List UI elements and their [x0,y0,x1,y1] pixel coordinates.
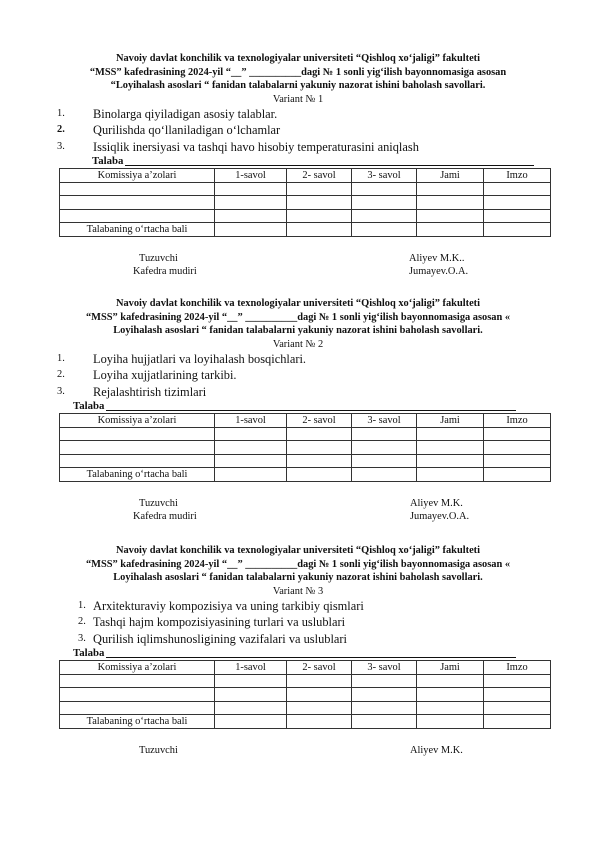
table-cell[interactable] [417,209,484,223]
table-cell[interactable] [215,196,287,210]
table-cell[interactable] [417,441,484,455]
question-text: Binolarga qiyiladigan asosiy talablar. [93,106,278,121]
question-number: 1. [57,352,65,364]
header-university: Navoiy davlat konchilik va texnologiyalar universiteti “Qishloq xo‘jaligi” fakulteti [115,298,481,309]
table-header-row [60,169,551,183]
table-row [60,701,551,715]
table-row [60,674,551,688]
header-subject: Loyihalash asoslari “ fanidan talabalarni yakuniy nazorat ishini baholash savollari. [113,572,483,584]
table-header-cell: Imzo [484,169,551,183]
table-cell[interactable] [417,427,484,441]
table-cell[interactable] [60,688,215,702]
table-header-cell: 1-savol [215,169,287,183]
student-name-row [0,155,596,168]
question-number: 3. [78,632,86,644]
table-cell[interactable] [287,701,352,715]
table-row [60,209,551,223]
head-name: Jumayev.O.A. [410,510,470,522]
student-name-row [0,647,596,660]
variant-2-block [0,297,596,525]
table-cell[interactable] [417,468,484,482]
question-number: 2. [57,369,65,381]
student-name-row [0,400,596,413]
author-role: Tuzuvchi [139,497,178,509]
author-name: Aliyev M.K.. [409,252,465,264]
student-name-line[interactable] [106,410,516,411]
student-label: Talaba [92,155,124,168]
table-cell[interactable] [484,427,551,441]
variant-1-block [0,52,596,280]
table-cell[interactable] [484,454,551,468]
question-item [0,614,596,631]
table-footer-row [60,223,551,237]
table-cell[interactable] [287,715,352,729]
table-row [60,196,551,210]
question-number: 3. [57,385,65,397]
table-cell[interactable] [352,182,417,196]
table-cell[interactable] [60,427,215,441]
table-header-cell: 2- savol [287,169,352,183]
table-cell[interactable] [60,701,215,715]
variant-3-block [0,544,596,772]
table-cell[interactable] [215,715,287,729]
question-text: Issiqlik inersiyasi va tashqi havo hisobiy temperaturasini aniqlash [93,139,419,154]
question-number: 2. [57,124,65,136]
question-number: 2. [78,616,86,628]
table-cell[interactable] [352,715,417,729]
table-header-cell: Jami [417,169,484,183]
header-department: “MSS” kafedrasining 2024-yil “__” __________dagi № 1 sonli yig‘ilish bayonnomasiga asosan « [85,311,511,323]
question-text: Qurilish iqlimshunosligining vazifalari va uslublari [93,631,347,646]
table-header-cell: 3- savol [352,414,417,428]
head-role: Kafedra mudiri [133,510,197,522]
header-university: Navoiy davlat konchilik va texnologiyalar universiteti “Qishloq xo‘jaligi” fakulteti [115,545,481,556]
table-cell[interactable] [484,701,551,715]
table-cell[interactable] [215,427,287,441]
table-header-cell: Komissiya a’zolari [60,414,215,428]
table-cell[interactable] [287,688,352,702]
table-cell[interactable] [215,223,287,237]
table-cell[interactable] [60,674,215,688]
table-cell[interactable] [60,209,215,223]
header-department: “MSS” kafedrasining 2024-yil “__” __________dagi № 1 sonli yig‘ilish bayonnomasiga asosan [89,66,507,78]
average-score-label: Talabaning o‘rtacha bali [60,468,215,482]
table-header-cell: 3- savol [352,169,417,183]
table-cell[interactable] [417,196,484,210]
student-name-line[interactable] [125,165,534,166]
author-role: Tuzuvchi [139,252,178,264]
table-cell[interactable] [484,688,551,702]
table-cell[interactable] [352,674,417,688]
table-cell[interactable] [287,196,352,210]
header-subject: Loyihalash asoslari “ fanidan talabalarni yakuniy nazorat ishini baholash savollari. [113,325,483,337]
table-footer-row [60,468,551,482]
table-header-cell: Komissiya a’zolari [60,169,215,183]
table-cell[interactable] [287,674,352,688]
grading-table [59,168,551,237]
question-item [0,367,596,384]
table-header-cell: 1-savol [215,414,287,428]
student-label: Talaba [73,647,105,660]
header-university: Navoiy davlat konchilik va texnologiyalar universiteti “Qishloq xo‘jaligi” fakulteti [115,53,481,64]
table-row [60,454,551,468]
table-cell[interactable] [352,468,417,482]
table-cell[interactable] [352,223,417,237]
signature-block [0,497,596,525]
question-item [0,139,596,156]
table-header-cell: Komissiya a’zolari [60,661,215,675]
table-cell[interactable] [352,196,417,210]
table-cell[interactable] [287,223,352,237]
question-number: 3. [57,140,65,152]
header-subject: “Loyihalash asoslari “ fanidan talabalarni yakuniy nazorat ishini baholash savollari. [110,80,486,92]
question-text: Tashqi hajm kompozisiyasining turlari va uslublari [93,615,346,630]
question-text: Qurilishda qo‘llaniladigan o‘lchamlar [93,123,281,138]
table-cell[interactable] [287,454,352,468]
table-cell[interactable] [352,701,417,715]
table-header-row [60,661,551,675]
table-cell[interactable] [484,468,551,482]
table-cell[interactable] [60,196,215,210]
table-footer-row [60,715,551,729]
table-cell[interactable] [484,441,551,455]
table-row [60,427,551,441]
table-cell[interactable] [215,441,287,455]
author-name: Aliyev M.K. [410,497,463,509]
table-header-cell: 2- savol [287,414,352,428]
table-cell[interactable] [352,441,417,455]
table-row [60,688,551,702]
table-cell[interactable] [417,223,484,237]
signature-block [0,252,596,280]
table-header-cell: 2- savol [287,661,352,675]
question-item [0,384,596,401]
table-cell[interactable] [287,182,352,196]
variant-number: Variant № 1 [272,93,324,105]
table-cell[interactable] [352,427,417,441]
table-cell[interactable] [287,427,352,441]
table-header-cell: Jami [417,414,484,428]
question-item [0,351,596,368]
author-name: Aliyev M.K. [410,744,463,756]
table-cell[interactable] [484,209,551,223]
table-cell[interactable] [287,441,352,455]
table-cell[interactable] [484,674,551,688]
table-cell[interactable] [484,182,551,196]
average-score-label: Talabaning o‘rtacha bali [60,715,215,729]
table-cell[interactable] [417,688,484,702]
average-score-label: Talabaning o‘rtacha bali [60,223,215,237]
question-number: 1. [78,599,86,611]
table-header-cell: Imzo [484,414,551,428]
variant-number: Variant № 3 [272,585,324,597]
student-label: Talaba [73,400,105,413]
table-row [60,441,551,455]
table-header-cell: Imzo [484,661,551,675]
table-cell[interactable] [215,209,287,223]
table-header-row [60,414,551,428]
head-name: Jumayev.O.A. [409,265,469,277]
variant-number: Variant № 2 [272,338,324,350]
table-cell[interactable] [60,454,215,468]
table-cell[interactable] [287,209,352,223]
author-role: Tuzuvchi [139,744,178,756]
table-cell[interactable] [417,182,484,196]
question-text: Loyiha xujjatlarining tarkibi. [93,368,237,383]
question-text: Arxitekturaviy kompozisiya va uning tarkibiy qismlari [93,598,364,613]
question-item [0,631,596,648]
table-cell[interactable] [417,715,484,729]
table-cell[interactable] [352,454,417,468]
table-cell[interactable] [484,715,551,729]
question-number: 1. [57,107,65,119]
table-cell[interactable] [215,182,287,196]
table-cell[interactable] [215,454,287,468]
table-cell[interactable] [352,209,417,223]
table-row [60,182,551,196]
table-header-cell: 1-savol [215,661,287,675]
head-role: Kafedra mudiri [133,265,197,277]
table-cell[interactable] [215,688,287,702]
table-cell[interactable] [417,674,484,688]
table-header-cell: Jami [417,661,484,675]
header-department: “MSS” kafedrasining 2024-yil “__” __________dagi № 1 sonli yig‘ilish bayonnomasiga asosan « [85,558,511,570]
question-item [0,122,596,139]
table-cell[interactable] [417,454,484,468]
table-cell[interactable] [287,468,352,482]
table-cell[interactable] [60,441,215,455]
table-cell[interactable] [215,468,287,482]
table-cell[interactable] [484,223,551,237]
table-cell[interactable] [215,674,287,688]
question-item [0,106,596,123]
table-cell[interactable] [484,196,551,210]
question-text: Rejalashtirish tizimlari [93,384,207,399]
table-cell[interactable] [352,688,417,702]
question-text: Loyiha hujjatlari va loyihalash bosqichlari. [93,351,306,366]
question-item [0,598,596,615]
signature-block [0,744,596,772]
student-name-line[interactable] [106,657,516,658]
table-cell[interactable] [60,182,215,196]
table-cell[interactable] [417,701,484,715]
table-cell[interactable] [215,701,287,715]
table-header-cell: 3- savol [352,661,417,675]
grading-table [59,413,551,482]
grading-table [59,660,551,729]
